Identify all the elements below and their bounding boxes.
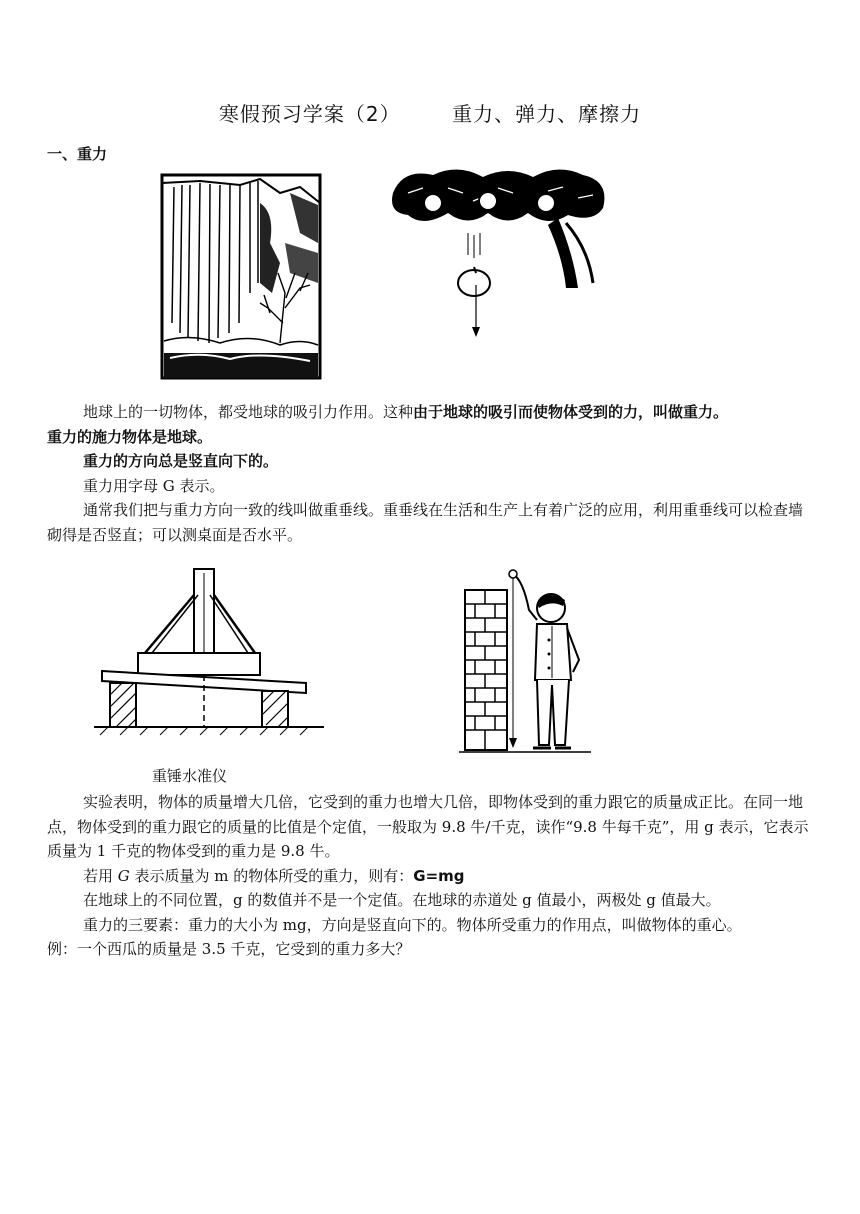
gravity-text-block-1 [47,400,815,547]
paragraph-definition [47,400,815,425]
plumb-level-illustration [90,565,330,755]
formula-italic-g: G [117,866,130,885]
section-heading-gravity: 一、重力 [47,145,108,163]
example-question: 例：一个西瓜的质量是 3.5 千克，它受到的重力多大？ [47,940,411,958]
three-elements-paragraph: 重力的三要素：重力的大小为 mg，方向是竖直向下的。物体所受重力的作用点，叫做物体的重心。 [83,915,742,934]
wall-plumb-boy-illustration [455,560,595,760]
waterfall-illustration [160,173,322,380]
definition-text: 地球上的一切物体，都受地球的吸引力作用。这种 [83,403,414,421]
definition-bold: 由于地球的吸引而使物体受到的力，叫做重力。 [413,403,729,421]
gravity-text-block-2 [47,790,815,962]
formula-text-1: 若用 [83,866,118,885]
gravity-direction-text: 重力的方向总是竖直向下的。 [83,452,279,470]
plumb-line-paragraph: 通常我们把与重力方向一致的线叫做重垂线。重垂线在生活和生产上有着广泛的应用，利用重垂线可以检查墙砌得是否竖直；可以测桌面是否水平。 [47,501,804,544]
gravity-symbol-text: 重力用字母 G 表示。 [83,476,225,495]
page-title: 寒假预习学案（2） 重力、弹力、摩擦力 [218,102,642,126]
formula-text-2: 表示质量为 m 的物体所受的重力，则有： [129,866,414,885]
formula-g-mg: G=mg [413,866,465,885]
proportion-paragraph: 实验表明，物体的质量增大几倍，它受到的重力也增大几倍，即物体受到的重力跟它的质量成正比。在同一地点，物体受到的重力跟它的质量的比值是个定值，一般取为 9.8 牛/千克，读作“9.8 牛每千克”，用 g 表示，它表示质量为 1 千克的物体受到的重力是 9.8 牛。 [47,793,809,860]
gravity-source-text: 重力的施力物体是地球。 [47,427,213,446]
figure-caption: 重锤水准仪 [152,767,228,785]
g-variation-paragraph: 在地球上的不同位置，g 的数值并不是一个定值。在地球的赤道处 g 值最小，两极处 g 值最大。 [83,891,721,909]
formula-paragraph [47,864,815,889]
falling-apple-illustration [388,163,610,343]
